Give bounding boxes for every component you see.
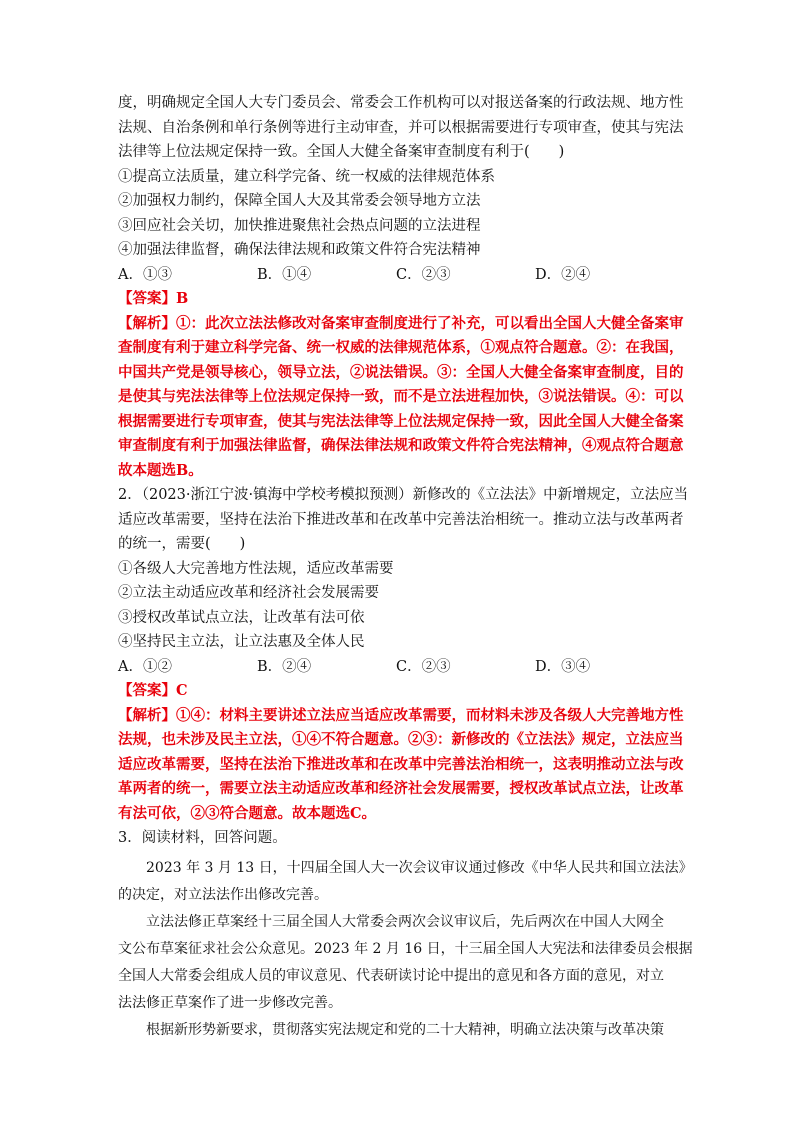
q1-statement: ④加强法律监督，确保法律法规和政策文件符合宪法精神 [118, 242, 481, 258]
q1-analysis [118, 312, 684, 484]
document-content [118, 91, 693, 1044]
q1-options [118, 263, 684, 288]
q2-option-d: D．③④ [535, 658, 591, 675]
q2-option-a: A．①② [118, 658, 172, 675]
q1-analysis-line: 是使其与宪法法律等上位法规定保持一致，而不是立法进程加快，③说法错误。④：可以 [118, 388, 684, 405]
q2-answer: 【答案】C [118, 682, 188, 699]
q1-statement: ③回应社会关切，加快推进聚焦社会热点问题的立法进程 [118, 217, 481, 234]
q2-statement: ③授权改革试点立法，让改革有法可依 [118, 609, 365, 626]
q2-analysis-line: 有法可依，②③符合题意。故本题选C。 [118, 804, 377, 822]
q1-stem-line: 法规、自治条例和单行条例等进行主动审查，并可以根据需要进行专项审查，使其与宪法 [118, 119, 684, 136]
q3-passage-line: 全国人大常委会组成人员的审议意见、代表研读讨论中提出的意见和各方面的意见，对立 [118, 967, 664, 984]
q1-analysis-line: 根据需要进行专项审查，使其与宪法法律等上位法规定保持一致，因此全国人大健全备案 [118, 412, 684, 430]
q2-analysis [118, 704, 684, 827]
q1-stem-line: 法律等上位法规定保持一致。全国人大健全备案审查制度有利于( ) [118, 144, 565, 160]
q1-analysis-line: 【解析】①：此次立法法修改对备案审查制度进行了补充，可以看出全国人大健全备案审 [118, 314, 684, 332]
q3-passage-line: 根据新形势新要求，贯彻落实宪法规定和党的二十大精神，明确立法决策与改革决策 [146, 1021, 664, 1038]
q1-answer: 【答案】B [118, 290, 189, 307]
q1-analysis-line: 查制度有利于建立科学完备、统一权威的法律规范体系，①观点符合题意。②：在我国， [118, 339, 684, 356]
q2-options [118, 655, 684, 680]
q1-analysis-line: 故本题选B。 [118, 461, 203, 479]
q1-statement: ②加强权力制约，保障全国人大及其常委会领导地方立法 [118, 193, 481, 209]
q1-option-a: A．①③ [118, 266, 172, 283]
q2-analysis-line: 适应改革需要，坚持在法治下推进改革和在改革中完善法治相统一，这表明推动立法与改 [118, 755, 684, 773]
q2-analysis-line: 法规，也未涉及民主立法，①④不符合题意。②③：新修改的《立法法》规定，立法应当 [118, 731, 684, 748]
q2-option-b: B．②④ [257, 658, 312, 675]
q2-statement: ④坚持民主立法，让立法惠及全体人民 [118, 634, 365, 650]
q2-statements [118, 557, 684, 655]
q1-stem-line: 度，明确规定全国人大专门委员会、常委会工作机构可以对报送备案的行政法规、地方性 [118, 95, 684, 111]
q1-statements [118, 165, 684, 263]
q1-statement: ①提高立法质量，建立科学完备、统一权威的法律规范体系 [118, 168, 495, 185]
q3-passage-line: 2023 年 3 月 13 日，十四届全国人大一次会议审议通过修改《中华人民共和国立法法》 [146, 859, 693, 876]
q1-analysis-line: 中国共产党是领导核心，领导立法，②说法错误。③：全国人大健全备案审查制度，目的 [118, 363, 684, 381]
q2-analysis-line: 革两者的统一，需要立法主动适应改革和经济社会发展需要，授权改革试点立法，让改革 [118, 780, 684, 797]
q1-option-d: D．②④ [535, 266, 591, 283]
q2-analysis-line: 【解析】①④：材料主要讲述立法应当适应改革需要，而材料未涉及各级人大完善地方性 [118, 706, 684, 724]
q3-passage-line: 法法修正草案作了进一步修改完善。 [118, 994, 342, 1011]
q1-analysis-line: 审查制度有利于加强法律监督，确保法律法规和政策文件符合宪法精神，④观点符合题意 [118, 437, 684, 454]
q3-stem: 3．阅读材料，回答问题。 [118, 830, 287, 846]
q2-stem-line: 2．（2023·浙江宁波·镇海中学校考模拟预测）新修改的《立法法》中新增规定，立法应当 [118, 487, 689, 503]
q1-option-b: B．①④ [257, 266, 312, 283]
q2-stem-line: 适应改革需要，坚持在法治下推进改革和在改革中完善法治相统一。推动立法与改革两者 [118, 511, 684, 528]
q1-option-c: C．②③ [396, 266, 451, 283]
q3-passage-line: 立法法修正草案经十三届全国人大常委会两次会议审议后，先后两次在中国人大网全 [146, 913, 664, 930]
q2-option-c: C．②③ [396, 658, 451, 675]
q2-statement: ①各级人大完善地方性法规，适应改革需要 [118, 560, 394, 577]
q3-passage-line: 的决定，对立法法作出修改完善。 [118, 886, 328, 903]
q3-passage [118, 855, 693, 1044]
q3-passage-line: 文公布草案征求社会公众意见。2023 年 2 月 16 日，十三届全国人大宪法和法律委员会根据 [118, 940, 693, 957]
q2-stem-line: 的统一，需要( ) [118, 536, 246, 552]
q1-stem [118, 91, 684, 165]
q2-stem [118, 483, 689, 557]
q2-statement: ②立法主动适应改革和经济社会发展需要 [118, 585, 379, 601]
